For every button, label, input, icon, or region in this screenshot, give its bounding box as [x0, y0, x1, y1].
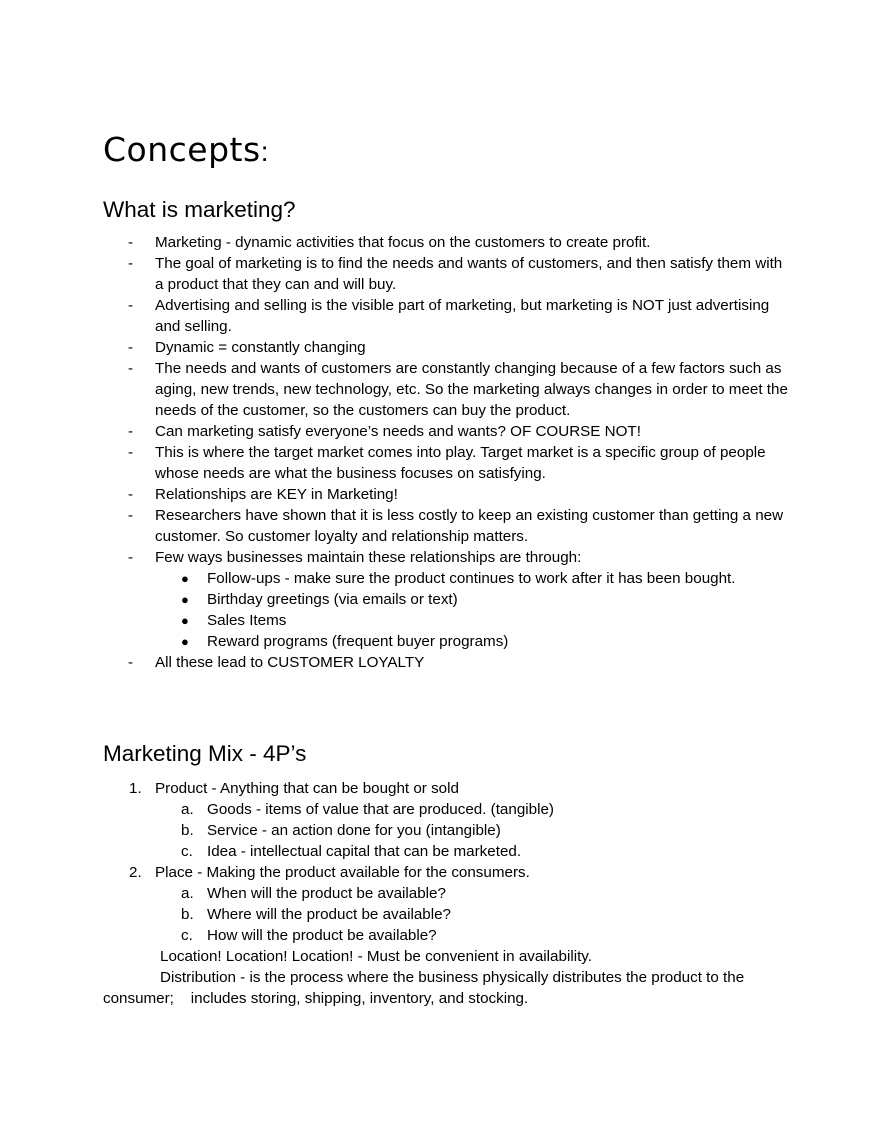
location-paragraph: Location! Location! Location! - Must be convenient in availability.	[160, 948, 592, 965]
sub-list-item	[103, 568, 793, 589]
list-item	[103, 421, 793, 442]
list-item-text: Researchers have shown that it is less costly to keep an existing customer than getting a new customer. So customer loyalty and relationship matters.	[155, 507, 784, 545]
bullet-marker: ●	[181, 634, 189, 649]
letter-marker: c.	[181, 927, 193, 944]
list-item	[103, 295, 793, 337]
lettered-item-text: When will the product be available?	[207, 885, 446, 902]
lettered-item	[155, 883, 793, 904]
dash-marker: -	[128, 297, 134, 314]
sub-bullet-container	[103, 568, 793, 652]
dash-marker: -	[128, 234, 134, 251]
bullet-marker: ●	[181, 613, 189, 628]
numbered-item	[103, 862, 793, 946]
list-item	[103, 652, 793, 673]
list-item	[103, 232, 793, 253]
marketing-list	[103, 232, 793, 673]
list-item-text: Marketing - dynamic activities that focus on the customers to create profit.	[155, 234, 651, 251]
bullet-marker: ●	[181, 571, 189, 586]
letter-marker: c.	[181, 843, 193, 860]
place-sub-list	[155, 883, 793, 946]
list-item-text: Relationships are KEY in Marketing!	[155, 486, 398, 503]
sub-list-item-text: Reward programs (frequent buyer programs)	[207, 633, 509, 650]
list-item-text: Dynamic = constantly changing	[155, 339, 366, 356]
lettered-item	[155, 820, 793, 841]
list-item	[103, 547, 793, 568]
dash-marker: -	[128, 444, 134, 461]
lettered-item-text: Service - an action done for you (intangible)	[207, 822, 501, 839]
list-item-text: The needs and wants of customers are constantly changing because of a few factors such as aging, new trends, new technology, etc. So the marketing always changes in order to meet the needs of the customer, so the customers can buy the product.	[155, 360, 788, 419]
sub-list-item-text: Sales Items	[207, 612, 287, 629]
sub-list-item-text: Follow-ups - make sure the product continues to work after it has been bought.	[207, 570, 736, 587]
letter-marker: b.	[181, 822, 194, 839]
list-item	[103, 337, 793, 358]
letter-marker: b.	[181, 906, 194, 923]
list-item-text: Advertising and selling is the visible part of marketing, but marketing is NOT just advertising and selling.	[155, 297, 770, 335]
lettered-item-text: How will the product be available?	[207, 927, 437, 944]
distribution-paragraph: Distribution - is the process where the business physically distributes the product to the consumer; includes storing, shipping, inventory, and stocking.	[103, 969, 749, 1007]
lettered-item	[155, 841, 793, 862]
list-item	[103, 358, 793, 421]
lettered-item	[155, 904, 793, 925]
lettered-item-text: Idea - intellectual capital that can be marketed.	[207, 843, 522, 860]
numbered-item-text: Place - Making the product available for the consumers.	[155, 864, 530, 881]
section-heading-marketing-mix: Marketing Mix - 4P’s	[103, 741, 307, 766]
list-item-text: Few ways businesses maintain these relationships are through:	[155, 549, 582, 566]
bullet-marker: ●	[181, 592, 189, 607]
marketing-mix-list	[103, 778, 793, 946]
numbered-item-text: Product - Anything that can be bought or sold	[155, 780, 459, 797]
sub-list-item	[103, 610, 793, 631]
number-marker: 1.	[129, 780, 142, 797]
lettered-item	[155, 925, 793, 946]
sub-list-item	[103, 589, 793, 610]
page-title	[103, 128, 269, 174]
dash-marker: -	[128, 486, 134, 503]
page-title-colon: :	[260, 136, 269, 167]
relationship-methods-list	[103, 568, 793, 652]
dash-marker: -	[128, 549, 134, 566]
list-item	[103, 484, 793, 505]
dash-marker: -	[128, 654, 134, 671]
list-item-text: This is where the target market comes into play. Target market is a specific group of people whose needs are what the business focuses on satisfying.	[155, 444, 766, 482]
numbered-item	[103, 778, 793, 862]
section-heading-what-is-marketing: What is marketing?	[103, 197, 296, 222]
dash-marker: -	[128, 507, 134, 524]
dash-marker: -	[128, 423, 134, 440]
list-item	[103, 253, 793, 295]
dash-marker: -	[128, 339, 134, 356]
list-item	[103, 442, 793, 484]
list-item	[103, 505, 793, 547]
lettered-item	[155, 799, 793, 820]
lettered-item-text: Where will the product be available?	[207, 906, 451, 923]
number-marker: 2.	[129, 864, 142, 881]
list-item-text: Can marketing satisfy everyone’s needs and wants? OF COURSE NOT!	[155, 423, 641, 440]
letter-marker: a.	[181, 885, 194, 902]
letter-marker: a.	[181, 801, 194, 818]
dash-marker: -	[128, 360, 134, 377]
list-item-text: All these lead to CUSTOMER LOYALTY	[155, 654, 425, 671]
sub-list-item-text: Birthday greetings (via emails or text)	[207, 591, 458, 608]
list-item-text: The goal of marketing is to find the needs and wants of customers, and then satisfy them with a product that they can and will buy.	[155, 255, 783, 293]
dash-marker: -	[128, 255, 134, 272]
sub-list-item	[103, 631, 793, 652]
page-title-text: Concepts	[103, 130, 261, 169]
lettered-item-text: Goods - items of value that are produced. (tangible)	[207, 801, 554, 818]
product-sub-list	[155, 799, 793, 862]
